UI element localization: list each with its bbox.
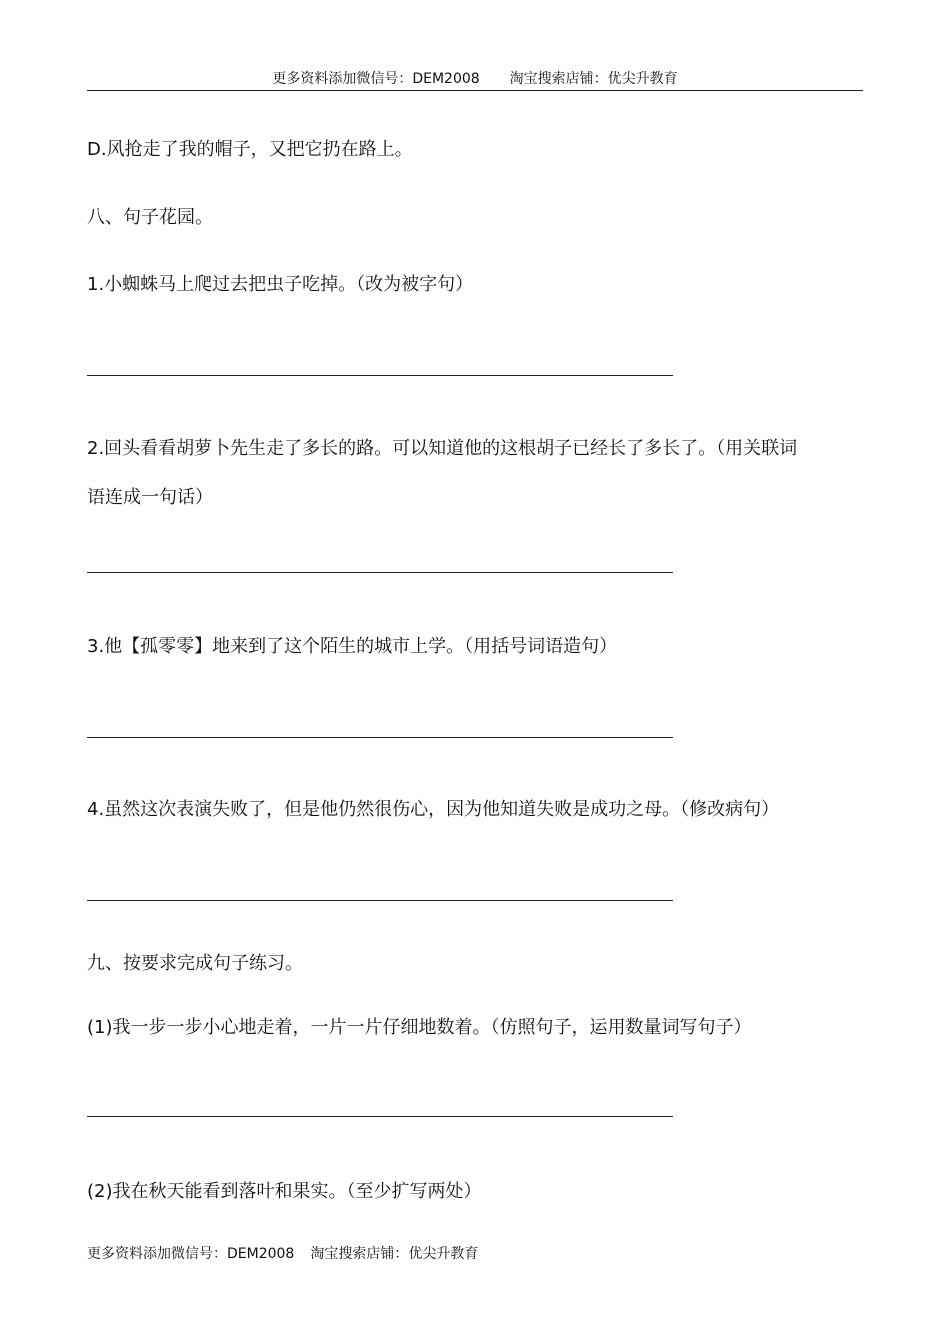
question-2-text-line2: 语连成一句话） — [87, 487, 213, 508]
section8-title: 八、句子花园。 — [87, 207, 213, 228]
section9-question-1-text: (1)我一步一步小心地走着，一片一片仔细地数着。（仿照句子，运用数量词写句子） — [87, 1017, 752, 1038]
page-header — [87, 68, 863, 91]
question-3-text: 3.他【孤零零】地来到了这个陌生的城市上学。（用括号词语造句） — [87, 636, 618, 657]
question-4-text: 4.虽然这次表演失败了，但是他仍然很伤心，因为他知道失败是成功之母。（修改病句） — [87, 799, 780, 820]
answer-line-2[interactable] — [87, 572, 673, 573]
question-1-text: 1.小蜘蛛马上爬过去把虫子吃掉。（改为被字句） — [87, 274, 474, 295]
question-2-text-line1: 2.回头看看胡萝卜先生走了多长的路。可以知道他的这根胡子已经长了多长了。（用关联词 — [87, 438, 798, 459]
footer-shop-text: 淘宝搜索店铺：优尖升教育 — [310, 1246, 479, 1262]
answer-line-4[interactable] — [87, 900, 673, 901]
header-wechat-text: 更多资料添加微信号：DEM2008 — [272, 71, 480, 87]
answer-line-5[interactable] — [87, 1116, 673, 1117]
page-footer — [87, 1244, 478, 1264]
answer-line-3[interactable] — [87, 737, 673, 738]
section9-question-2-text: (2)我在秋天能看到落叶和果实。（至少扩写两处） — [87, 1181, 482, 1202]
header-shop-text: 淘宝搜索店铺：优尖升教育 — [509, 71, 678, 87]
section9-title: 九、按要求完成句子练习。 — [87, 953, 303, 974]
answer-line-1[interactable] — [87, 375, 673, 376]
option-d-text: D.风抢走了我的帽子，又把它扔在路上。 — [87, 139, 413, 160]
footer-wechat-text: 更多资料添加微信号：DEM2008 — [87, 1246, 295, 1262]
